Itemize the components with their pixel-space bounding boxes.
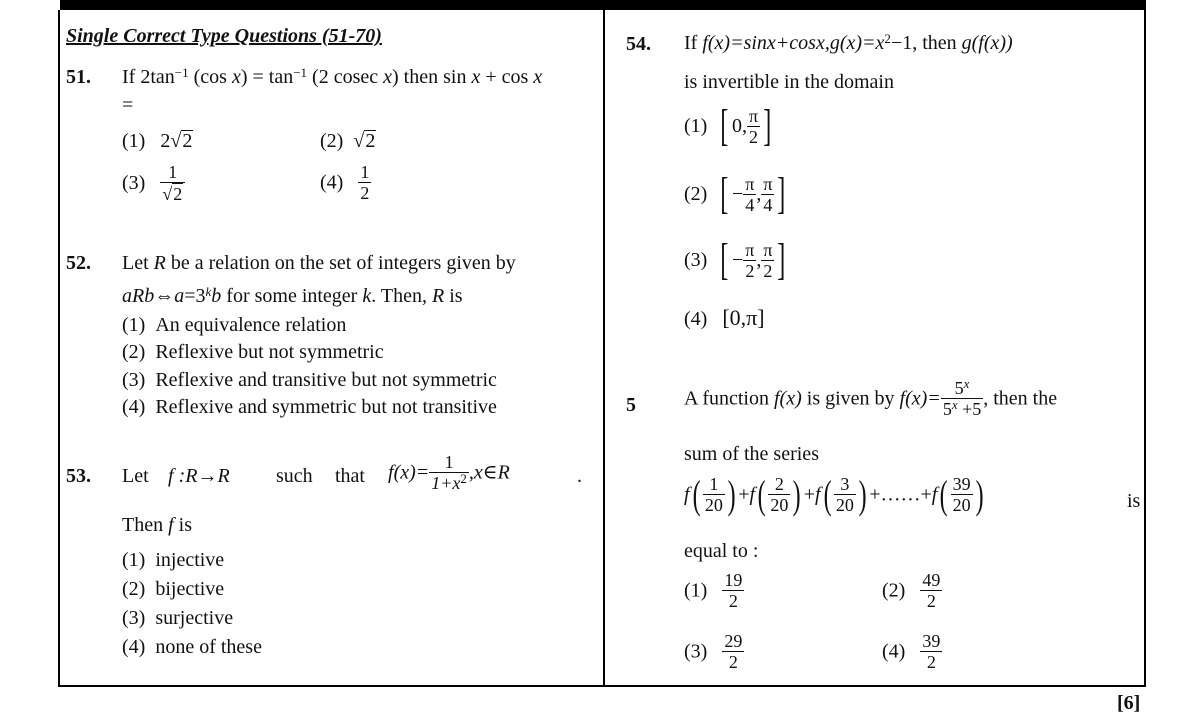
word-that: that xyxy=(335,465,365,487)
question-stem-end: = xyxy=(122,94,134,116)
option-1[interactable]: (1) injective xyxy=(122,549,225,571)
option-3[interactable]: (3) $\frac{29}{2}$ xyxy=(684,631,743,672)
question-stem: A function f(x) is given by f(x)= $\frac{5^x}{5^x +5}$ , then the xyxy=(684,376,1058,419)
question-stem: If $2\tan^{-1}$ (cos $x) = \tan^{-1} (2$ cosec x) then sin x + cos x xyxy=(122,65,543,88)
option-3[interactable]: (3) [ − $\frac{\pi}{2}$ , $\frac{\pi}{2}$ ] xyxy=(684,235,786,284)
option-2[interactable]: (2) bijective xyxy=(122,578,225,600)
option-2[interactable]: (2) $\frac{49}{2}$ xyxy=(882,570,941,611)
option-1[interactable]: (1) An equivalence relation xyxy=(122,314,347,336)
period: . xyxy=(577,465,582,487)
option-4[interactable]: (4) none of these xyxy=(122,636,262,658)
mapping: f :R→R xyxy=(168,465,230,487)
question-number: 51. xyxy=(66,66,91,88)
question-stem-2: is invertible in the domain xyxy=(684,71,894,93)
option-1[interactable]: (1) $\frac{19}{2}$ xyxy=(684,570,743,611)
series-expression: f( $\frac{1}{20}$ ) +f( $\frac{2}{20}$ ) +f( $\frac{3}{20}$ ) +……+f( $\frac{39}{20}$ ) xyxy=(684,471,984,517)
top-rule xyxy=(60,0,1146,10)
question-number: 53. xyxy=(66,465,91,487)
word-such: such xyxy=(276,465,313,487)
question-stem: Let R be a relation on the set of integers given by xyxy=(122,252,516,274)
section-title: Single Correct Type Questions (51-70) xyxy=(66,25,382,47)
question-stem: If $f(x)=\sin x+\cos x,g(x)=x^2-1$, then g(f(x)) xyxy=(684,31,1013,54)
column-divider xyxy=(603,10,605,687)
option-4[interactable]: (4) [0,π] xyxy=(684,305,765,330)
option-4[interactable]: (4) Reflexive and symmetric but not transitive xyxy=(122,396,497,418)
option-2[interactable]: (2) [ − $\frac{\pi}{4}$ , $\frac{\pi}{4}$ ] xyxy=(684,169,786,218)
option-4[interactable]: (4) $\frac{39}{2}$ xyxy=(882,631,941,672)
option-1[interactable]: (1) 2√2 xyxy=(122,130,193,152)
question-stem-2: Then f is xyxy=(122,514,192,536)
option-2[interactable]: (2) Reflexive but not symmetric xyxy=(122,341,384,363)
word-let: Let xyxy=(122,465,149,487)
option-1[interactable]: (1) [ 0, $\frac{\pi}{2}$ ] xyxy=(684,101,772,150)
option-3[interactable]: (3) $\frac{1}{√2}$ xyxy=(122,162,185,204)
question-number: 54. xyxy=(626,33,651,55)
question-stem-2: $aRb\Leftrightarrow a=3^kb$ for some integer k. Then, R is xyxy=(122,284,463,307)
option-2[interactable]: (2) √2 xyxy=(320,130,376,152)
option-3[interactable]: (3) Reflexive and transitive but not symmetric xyxy=(122,369,497,391)
option-4[interactable]: (4) $\frac{1}{2}$ xyxy=(320,162,370,203)
question-number: 52. xyxy=(66,252,91,274)
page-number: [6] xyxy=(1117,692,1141,714)
option-3[interactable]: (3) surjective xyxy=(122,607,234,629)
question-stem-3: equal to : xyxy=(684,540,759,562)
question-stem-2: sum of the series xyxy=(684,443,819,465)
word-is: is xyxy=(1127,490,1141,512)
question-number: 5 xyxy=(626,394,636,416)
function-definition: f(x)= $\frac{1}{1+x^2}$ ,x∈R xyxy=(388,452,510,493)
